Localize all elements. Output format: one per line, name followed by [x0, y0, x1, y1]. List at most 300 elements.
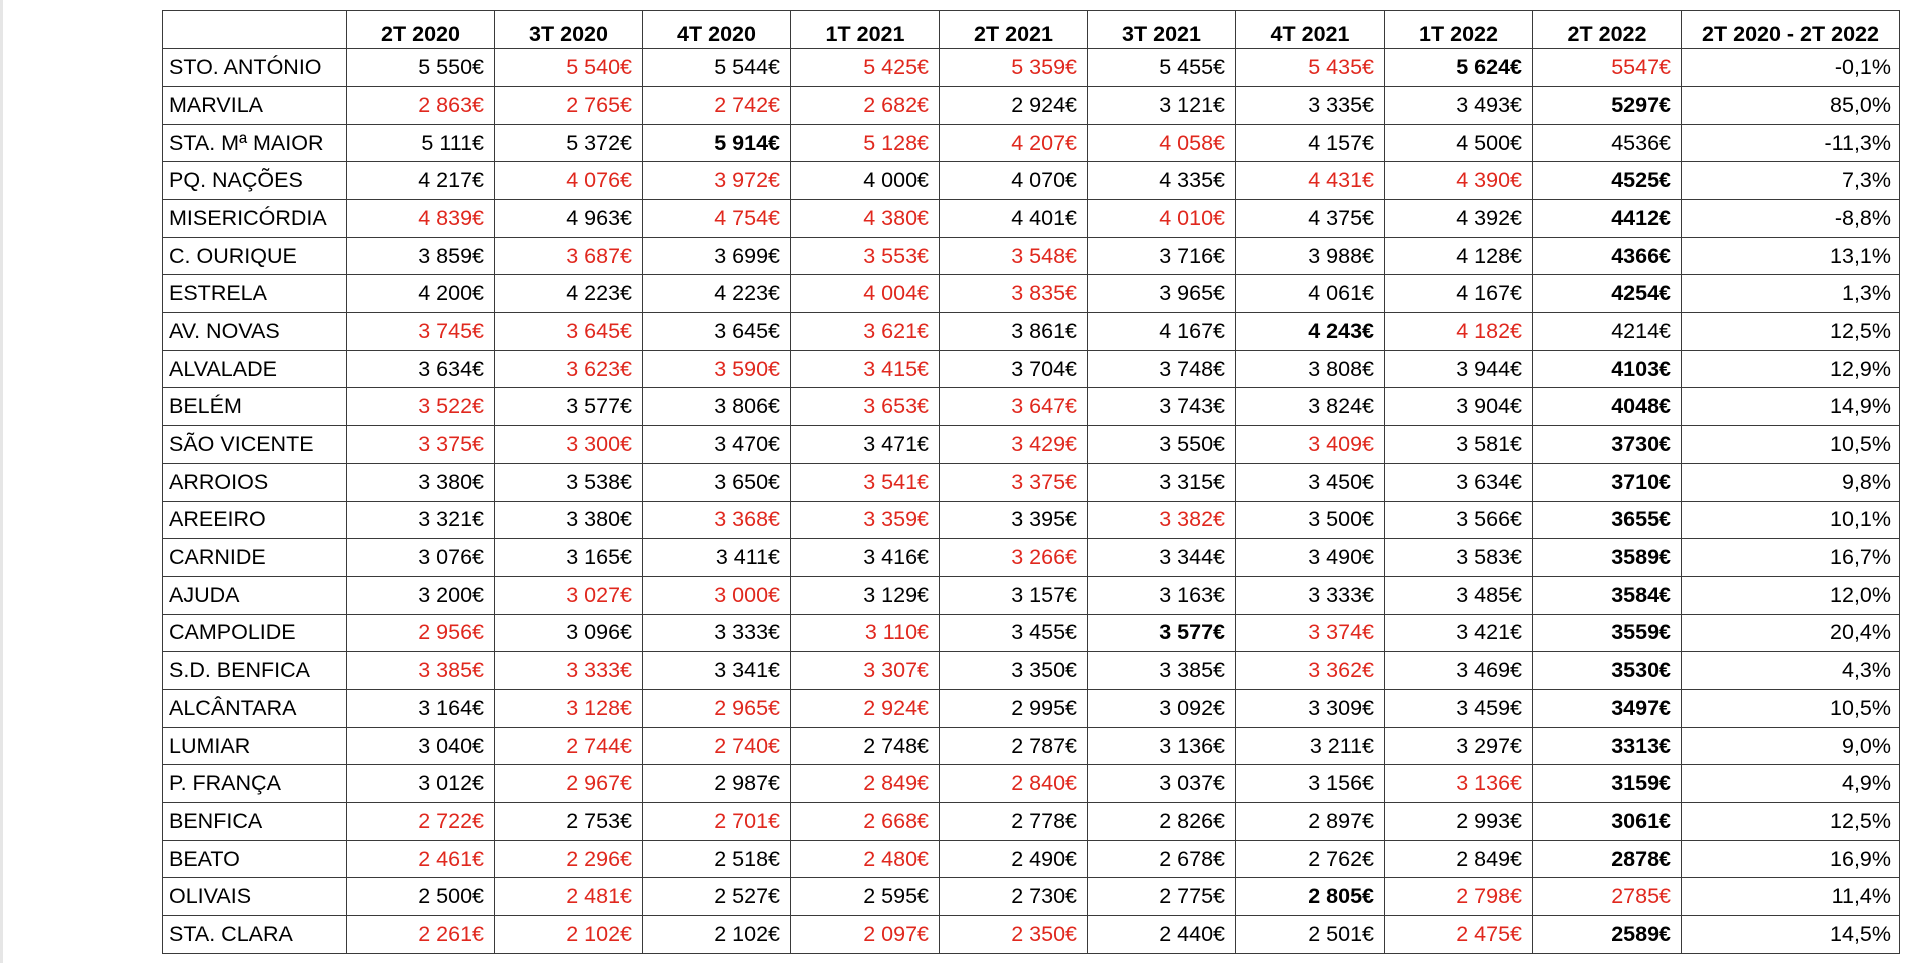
price-cell: 4 380€ [791, 200, 940, 238]
price-cell: 4525€ [1533, 162, 1682, 200]
left-edge-bar [0, 0, 3, 963]
price-cell: 3 375€ [940, 463, 1088, 501]
price-cell: 3 590€ [643, 350, 791, 388]
price-cell: 3 634€ [347, 350, 495, 388]
price-cell: 3 469€ [1385, 652, 1533, 690]
price-cell: 3 297€ [1385, 727, 1533, 765]
price-cell: 3 096€ [495, 614, 643, 652]
price-cell: 3 321€ [347, 501, 495, 539]
price-cell: 4 200€ [347, 275, 495, 313]
price-cell: 2 748€ [791, 727, 940, 765]
table-row [163, 614, 1900, 652]
change-percent-cell: 10,1% [1682, 501, 1900, 539]
price-cell: 3 653€ [791, 388, 940, 426]
price-cell: 3 163€ [1088, 576, 1236, 614]
price-cell: 3 566€ [1385, 501, 1533, 539]
parish-name-cell: STA. Mª MAIOR [163, 124, 347, 162]
price-cell: 2 762€ [1236, 840, 1385, 878]
price-cell: 3 040€ [347, 727, 495, 765]
change-percent-cell: 9,0% [1682, 727, 1900, 765]
table-row [163, 313, 1900, 351]
price-cell: 2 956€ [347, 614, 495, 652]
price-cell: 4 004€ [791, 275, 940, 313]
price-cell: 2 682€ [791, 86, 940, 124]
price-cell: 2 261€ [347, 916, 495, 954]
price-cell: 2 965€ [643, 689, 791, 727]
price-cell: 3 743€ [1088, 388, 1236, 426]
price-cell: 2 527€ [643, 878, 791, 916]
price-cell: 3 315€ [1088, 463, 1236, 501]
header-row [163, 11, 1900, 49]
price-cell: 4 243€ [1236, 313, 1385, 351]
price-cell: 2 849€ [791, 765, 940, 803]
table-row [163, 49, 1900, 87]
price-cell: 3 335€ [1236, 86, 1385, 124]
price-cell: 3 380€ [347, 463, 495, 501]
parish-name-cell: S.D. BENFICA [163, 652, 347, 690]
price-cell: 2 924€ [791, 689, 940, 727]
price-cell: 3 645€ [495, 313, 643, 351]
price-cell: 3 307€ [791, 652, 940, 690]
change-percent-cell: 14,5% [1682, 916, 1900, 954]
parish-name-cell: ALCÂNTARA [163, 689, 347, 727]
price-cell: 3 645€ [643, 313, 791, 351]
price-cell: 3730€ [1533, 426, 1682, 464]
table-body [163, 49, 1900, 954]
price-cell: 3 266€ [940, 539, 1088, 577]
price-cell: 3 429€ [940, 426, 1088, 464]
price-cell: 3 341€ [643, 652, 791, 690]
price-cell: 4 223€ [643, 275, 791, 313]
price-cell: 3 965€ [1088, 275, 1236, 313]
price-cell: 3 904€ [1385, 388, 1533, 426]
price-cell: 2 742€ [643, 86, 791, 124]
price-cell: 2 924€ [940, 86, 1088, 124]
parish-name-cell: AJUDA [163, 576, 347, 614]
price-cell: 4 500€ [1385, 124, 1533, 162]
price-cell: 2 798€ [1385, 878, 1533, 916]
change-percent-cell: -0,1% [1682, 49, 1900, 87]
price-cell: 5 914€ [643, 124, 791, 162]
price-cell: 3 538€ [495, 463, 643, 501]
change-percent-cell: -8,8% [1682, 200, 1900, 238]
price-cell: 3 121€ [1088, 86, 1236, 124]
price-cell: 3 944€ [1385, 350, 1533, 388]
table-row [163, 275, 1900, 313]
change-percent-cell: 12,9% [1682, 350, 1900, 388]
price-cell: 4103€ [1533, 350, 1682, 388]
price-cell: 2 826€ [1088, 803, 1236, 841]
price-cell: 3 027€ [495, 576, 643, 614]
parish-name-cell: BELÉM [163, 388, 347, 426]
price-cell: 4 058€ [1088, 124, 1236, 162]
price-cell: 3530€ [1533, 652, 1682, 690]
change-percent-cell: 4,3% [1682, 652, 1900, 690]
change-percent-cell: 1,3% [1682, 275, 1900, 313]
price-cell: 5 540€ [495, 49, 643, 87]
table-row [163, 426, 1900, 464]
price-cell: 3 490€ [1236, 539, 1385, 577]
price-cell: 3 835€ [940, 275, 1088, 313]
price-cell: 3 359€ [791, 501, 940, 539]
price-cell: 3061€ [1533, 803, 1682, 841]
price-cell: 3 156€ [1236, 765, 1385, 803]
price-cell: 3 471€ [791, 426, 940, 464]
price-cell: 2 753€ [495, 803, 643, 841]
parish-name-cell: LUMIAR [163, 727, 347, 765]
table-row [163, 840, 1900, 878]
price-cell: 3 411€ [643, 539, 791, 577]
price-cell: 4048€ [1533, 388, 1682, 426]
price-cell: 4 392€ [1385, 200, 1533, 238]
price-cell: 3 808€ [1236, 350, 1385, 388]
price-cell: 2 740€ [643, 727, 791, 765]
price-cell: 2 765€ [495, 86, 643, 124]
price-cell: 4 754€ [643, 200, 791, 238]
price-cell: 3 553€ [791, 237, 940, 275]
table-row [163, 803, 1900, 841]
price-cell: 4 182€ [1385, 313, 1533, 351]
price-cell: 3 450€ [1236, 463, 1385, 501]
price-cell: 3 500€ [1236, 501, 1385, 539]
price-cell: 3 037€ [1088, 765, 1236, 803]
price-cell: 3 861€ [940, 313, 1088, 351]
table-row [163, 765, 1900, 803]
table-row [163, 878, 1900, 916]
price-cell: 3 300€ [495, 426, 643, 464]
change-percent-cell: 10,5% [1682, 426, 1900, 464]
price-cell: 2 501€ [1236, 916, 1385, 954]
header-corner-cell [163, 11, 347, 49]
price-cell: 3 395€ [940, 501, 1088, 539]
parish-name-cell: BENFICA [163, 803, 347, 841]
table-row [163, 727, 1900, 765]
parish-name-cell: PQ. NAÇÕES [163, 162, 347, 200]
table-row [163, 501, 1900, 539]
table-row [163, 237, 1900, 275]
price-cell: 2 490€ [940, 840, 1088, 878]
table-row [163, 162, 1900, 200]
parish-name-cell: P. FRANÇA [163, 765, 347, 803]
price-cell: 2 102€ [495, 916, 643, 954]
parish-name-cell: C. OURIQUE [163, 237, 347, 275]
price-cell: 3 350€ [940, 652, 1088, 690]
price-cell: 2 730€ [940, 878, 1088, 916]
change-percent-cell: 85,0% [1682, 86, 1900, 124]
price-cell: 4 070€ [940, 162, 1088, 200]
price-cell: 3159€ [1533, 765, 1682, 803]
price-cell: 3 581€ [1385, 426, 1533, 464]
price-cell: 3 128€ [495, 689, 643, 727]
price-cell: 3 165€ [495, 539, 643, 577]
table-row [163, 124, 1900, 162]
price-cell: 2 500€ [347, 878, 495, 916]
price-cell: 3 129€ [791, 576, 940, 614]
price-cell: 3 211€ [1236, 727, 1385, 765]
price-cell: 3 647€ [940, 388, 1088, 426]
price-cell: 3 459€ [1385, 689, 1533, 727]
price-cell: 2 097€ [791, 916, 940, 954]
price-cell: 3 012€ [347, 765, 495, 803]
change-percent-cell: 12,0% [1682, 576, 1900, 614]
price-cell: 3710€ [1533, 463, 1682, 501]
price-cell: 2 840€ [940, 765, 1088, 803]
price-cell: 3 385€ [1088, 652, 1236, 690]
change-percent-cell: 7,3% [1682, 162, 1900, 200]
price-cell: 5 624€ [1385, 49, 1533, 87]
price-cell: 3 164€ [347, 689, 495, 727]
price-cell: 4 010€ [1088, 200, 1236, 238]
price-cell: 2 518€ [643, 840, 791, 878]
price-cell: 3 421€ [1385, 614, 1533, 652]
price-cell: 4 335€ [1088, 162, 1236, 200]
price-cell: 5 425€ [791, 49, 940, 87]
price-cell: 4214€ [1533, 313, 1682, 351]
price-cell: 2 461€ [347, 840, 495, 878]
change-percent-cell: 20,4% [1682, 614, 1900, 652]
price-cell: 3 745€ [347, 313, 495, 351]
parish-name-cell: CAMPOLIDE [163, 614, 347, 652]
column-header: 2T 2022 [1533, 11, 1682, 49]
table-row [163, 576, 1900, 614]
parish-name-cell: STO. ANTÓNIO [163, 49, 347, 87]
change-percent-cell: 13,1% [1682, 237, 1900, 275]
price-cell: 5 111€ [347, 124, 495, 162]
price-cell: 2 805€ [1236, 878, 1385, 916]
price-cell: 4 223€ [495, 275, 643, 313]
price-cell: 3 368€ [643, 501, 791, 539]
parish-name-cell: ARROIOS [163, 463, 347, 501]
parish-name-cell: BEATO [163, 840, 347, 878]
price-cell: 2 967€ [495, 765, 643, 803]
price-cell: 3 621€ [791, 313, 940, 351]
price-cell: 4 375€ [1236, 200, 1385, 238]
price-cell: 3 550€ [1088, 426, 1236, 464]
price-cell: 3 548€ [940, 237, 1088, 275]
column-header: 4T 2021 [1236, 11, 1385, 49]
price-cell: 3 583€ [1385, 539, 1533, 577]
price-cell: 3 455€ [940, 614, 1088, 652]
price-cell: 2785€ [1533, 878, 1682, 916]
price-table [162, 10, 1900, 954]
price-cell: 3 382€ [1088, 501, 1236, 539]
price-cell: 3 972€ [643, 162, 791, 200]
price-cell: 3 416€ [791, 539, 940, 577]
table-row [163, 86, 1900, 124]
price-cell: 3 136€ [1385, 765, 1533, 803]
price-cell: 3 470€ [643, 426, 791, 464]
price-cell: 4 167€ [1088, 313, 1236, 351]
price-cell: 3584€ [1533, 576, 1682, 614]
price-cell: 3313€ [1533, 727, 1682, 765]
price-cell: 3 000€ [643, 576, 791, 614]
price-cell: 2 775€ [1088, 878, 1236, 916]
price-cell: 3 333€ [1236, 576, 1385, 614]
table-row [163, 200, 1900, 238]
price-cell: 2 849€ [1385, 840, 1533, 878]
parish-name-cell: AREEIRO [163, 501, 347, 539]
price-cell: 3 806€ [643, 388, 791, 426]
price-cell: 3559€ [1533, 614, 1682, 652]
price-cell: 3 309€ [1236, 689, 1385, 727]
price-cell: 2 897€ [1236, 803, 1385, 841]
change-percent-cell: -11,3% [1682, 124, 1900, 162]
price-cell: 2 595€ [791, 878, 940, 916]
parish-name-cell: SÃO VICENTE [163, 426, 347, 464]
price-cell: 4 157€ [1236, 124, 1385, 162]
price-cell: 5 435€ [1236, 49, 1385, 87]
change-percent-cell: 12,5% [1682, 803, 1900, 841]
column-header: 2T 2020 [347, 11, 495, 49]
column-header: 1T 2022 [1385, 11, 1533, 49]
price-cell: 3 650€ [643, 463, 791, 501]
column-header: 3T 2020 [495, 11, 643, 49]
column-header: 2T 2021 [940, 11, 1088, 49]
price-cell: 2 475€ [1385, 916, 1533, 954]
column-header: 4T 2020 [643, 11, 791, 49]
price-cell: 2 863€ [347, 86, 495, 124]
price-cell: 3 409€ [1236, 426, 1385, 464]
price-cell: 4 128€ [1385, 237, 1533, 275]
price-cell: 4 207€ [940, 124, 1088, 162]
price-cell: 3 136€ [1088, 727, 1236, 765]
price-cell: 2878€ [1533, 840, 1682, 878]
change-percent-cell: 9,8% [1682, 463, 1900, 501]
parish-name-cell: STA. CLARA [163, 916, 347, 954]
price-cell: 4 401€ [940, 200, 1088, 238]
change-percent-cell: 14,9% [1682, 388, 1900, 426]
price-cell: 4 431€ [1236, 162, 1385, 200]
price-cell: 3589€ [1533, 539, 1682, 577]
table-row [163, 388, 1900, 426]
price-cell: 4 963€ [495, 200, 643, 238]
table-row [163, 350, 1900, 388]
price-cell: 2 102€ [643, 916, 791, 954]
price-cell: 3 577€ [1088, 614, 1236, 652]
price-cell: 3 385€ [347, 652, 495, 690]
price-cell: 2 350€ [940, 916, 1088, 954]
price-cell: 5 372€ [495, 124, 643, 162]
price-cell: 4 076€ [495, 162, 643, 200]
price-cell: 5 359€ [940, 49, 1088, 87]
price-cell: 5 550€ [347, 49, 495, 87]
price-cell: 3 110€ [791, 614, 940, 652]
change-percent-cell: 12,5% [1682, 313, 1900, 351]
price-cell: 2 993€ [1385, 803, 1533, 841]
price-cell: 4 000€ [791, 162, 940, 200]
price-cell: 4412€ [1533, 200, 1682, 238]
price-cell: 3 157€ [940, 576, 1088, 614]
price-cell: 2 744€ [495, 727, 643, 765]
column-header: 2T 2020 - 2T 2022 [1682, 11, 1900, 49]
price-cell: 3 704€ [940, 350, 1088, 388]
price-cell: 5 128€ [791, 124, 940, 162]
price-cell: 5 544€ [643, 49, 791, 87]
price-cell: 5 455€ [1088, 49, 1236, 87]
price-cell: 2 722€ [347, 803, 495, 841]
price-cell: 3 333€ [643, 614, 791, 652]
change-percent-cell: 16,7% [1682, 539, 1900, 577]
price-cell: 3 485€ [1385, 576, 1533, 614]
column-header: 3T 2021 [1088, 11, 1236, 49]
price-cell: 4 217€ [347, 162, 495, 200]
price-cell: 3 859€ [347, 237, 495, 275]
price-cell: 2 440€ [1088, 916, 1236, 954]
price-table-container [162, 10, 1900, 954]
table-row [163, 539, 1900, 577]
price-cell: 3 522€ [347, 388, 495, 426]
price-cell: 3 375€ [347, 426, 495, 464]
column-header: 1T 2021 [791, 11, 940, 49]
price-cell: 2 668€ [791, 803, 940, 841]
price-cell: 3 493€ [1385, 86, 1533, 124]
price-cell: 4254€ [1533, 275, 1682, 313]
price-cell: 2 480€ [791, 840, 940, 878]
price-cell: 2 678€ [1088, 840, 1236, 878]
price-cell: 3 716€ [1088, 237, 1236, 275]
parish-name-cell: MISERICÓRDIA [163, 200, 347, 238]
price-cell: 2589€ [1533, 916, 1682, 954]
parish-name-cell: ESTRELA [163, 275, 347, 313]
price-cell: 4536€ [1533, 124, 1682, 162]
price-cell: 3 699€ [643, 237, 791, 275]
price-cell: 3 374€ [1236, 614, 1385, 652]
price-cell: 2 481€ [495, 878, 643, 916]
change-percent-cell: 4,9% [1682, 765, 1900, 803]
price-cell: 4 390€ [1385, 162, 1533, 200]
price-cell: 3 415€ [791, 350, 940, 388]
parish-name-cell: CARNIDE [163, 539, 347, 577]
table-row [163, 916, 1900, 954]
price-cell: 3 687€ [495, 237, 643, 275]
price-cell: 3 200€ [347, 576, 495, 614]
price-cell: 3 333€ [495, 652, 643, 690]
price-cell: 3 577€ [495, 388, 643, 426]
price-cell: 3 748€ [1088, 350, 1236, 388]
price-cell: 3 541€ [791, 463, 940, 501]
price-cell: 2 987€ [643, 765, 791, 803]
price-cell: 4 061€ [1236, 275, 1385, 313]
price-cell: 4366€ [1533, 237, 1682, 275]
parish-name-cell: ALVALADE [163, 350, 347, 388]
price-cell: 4 167€ [1385, 275, 1533, 313]
price-cell: 3655€ [1533, 501, 1682, 539]
price-cell: 3 623€ [495, 350, 643, 388]
price-cell: 2 787€ [940, 727, 1088, 765]
price-cell: 5547€ [1533, 49, 1682, 87]
table-row [163, 652, 1900, 690]
table-row [163, 689, 1900, 727]
price-cell: 3 824€ [1236, 388, 1385, 426]
parish-name-cell: MARVILA [163, 86, 347, 124]
price-cell: 3 092€ [1088, 689, 1236, 727]
table-row [163, 463, 1900, 501]
price-cell: 3 380€ [495, 501, 643, 539]
price-cell: 2 995€ [940, 689, 1088, 727]
price-cell: 2 778€ [940, 803, 1088, 841]
price-cell: 3497€ [1533, 689, 1682, 727]
price-cell: 3 362€ [1236, 652, 1385, 690]
price-cell: 3 988€ [1236, 237, 1385, 275]
change-percent-cell: 16,9% [1682, 840, 1900, 878]
price-cell: 3 344€ [1088, 539, 1236, 577]
price-cell: 2 296€ [495, 840, 643, 878]
price-cell: 5297€ [1533, 86, 1682, 124]
parish-name-cell: AV. NOVAS [163, 313, 347, 351]
change-percent-cell: 11,4% [1682, 878, 1900, 916]
price-cell: 4 839€ [347, 200, 495, 238]
price-cell: 3 634€ [1385, 463, 1533, 501]
